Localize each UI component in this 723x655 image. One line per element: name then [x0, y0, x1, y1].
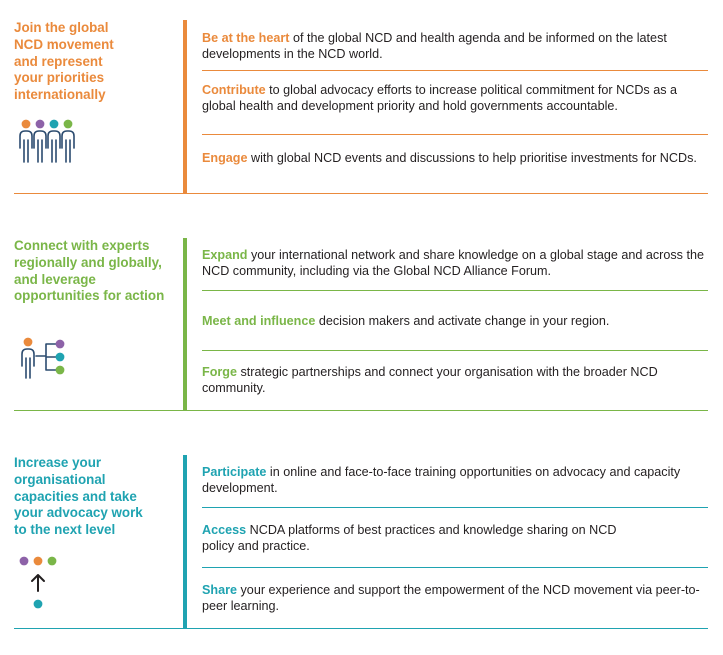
item-text: to global advocacy efforts to increase political commitment for NCDs as a global health and development priority and hold governments accountable. [202, 83, 678, 114]
section-join-movement [14, 20, 708, 194]
item-text: NCDA platforms of best practices and knowledge sharing on NCD policy and practice. [202, 523, 617, 554]
section-left-column [14, 20, 179, 104]
item-divider [202, 134, 708, 135]
item-text: decision makers and activate change in your region. [315, 314, 610, 328]
item-keyword: Be at the heart [202, 31, 290, 45]
list-item [202, 522, 622, 555]
item-text: with global NCD events and discussions to help prioritise investments for NCDs. [247, 151, 697, 165]
list-item [202, 364, 708, 397]
item-text: of the global NCD and health agenda and be informed on the latest developments in the NCD world. [202, 31, 667, 62]
item-keyword: Expand [202, 248, 248, 262]
list-item [202, 150, 708, 166]
section-connect-experts [14, 238, 708, 411]
section-increase-capacities [14, 455, 708, 629]
section-accent-bar [183, 20, 187, 194]
people-group-icon [16, 118, 86, 180]
section-bottom-rule [14, 410, 708, 411]
section-accent-bar [183, 238, 187, 411]
section-accent-bar [183, 455, 187, 629]
section-heading: Connect with experts regionally and globally, and leverage opportunities for action [14, 238, 165, 304]
item-keyword: Meet and influence [202, 314, 316, 328]
item-keyword: Participate [202, 465, 267, 479]
list-item [202, 30, 708, 63]
item-divider [202, 567, 708, 568]
item-text: your international network and share knowledge on a global stage and across the NCD community, including via the Global NCD Alliance Forum. [202, 248, 704, 279]
network-connection-icon [16, 336, 76, 396]
capacity-growth-icon [16, 553, 66, 611]
item-text: strategic partnerships and connect your organisation with the broader NCD community. [202, 365, 658, 396]
item-text: your experience and support the empowerment of the NCD movement via peer-to-peer learning. [202, 583, 700, 614]
list-item [202, 464, 708, 497]
section-left-column [14, 455, 179, 539]
item-divider [202, 507, 708, 508]
list-item [202, 313, 708, 329]
section-left-column [14, 238, 179, 305]
section-bottom-rule [14, 628, 708, 629]
item-divider [202, 70, 708, 71]
item-keyword: Engage [202, 151, 248, 165]
item-divider [202, 350, 708, 351]
section-bottom-rule [14, 193, 708, 194]
list-item [202, 82, 708, 115]
list-item [202, 247, 708, 280]
item-keyword: Contribute [202, 83, 266, 97]
list-item [202, 582, 708, 615]
item-keyword: Share [202, 583, 238, 597]
section-heading: Join the global NCD movement and represent your priorities internationally [14, 20, 114, 103]
item-keyword: Forge [202, 365, 237, 379]
item-divider [202, 290, 708, 291]
section-heading: Increase your organisational capacities and take your advocacy work to the next level [14, 455, 143, 538]
item-keyword: Access [202, 523, 247, 537]
item-text: in online and face-to-face training opportunities on advocacy and capacity development. [202, 465, 681, 496]
